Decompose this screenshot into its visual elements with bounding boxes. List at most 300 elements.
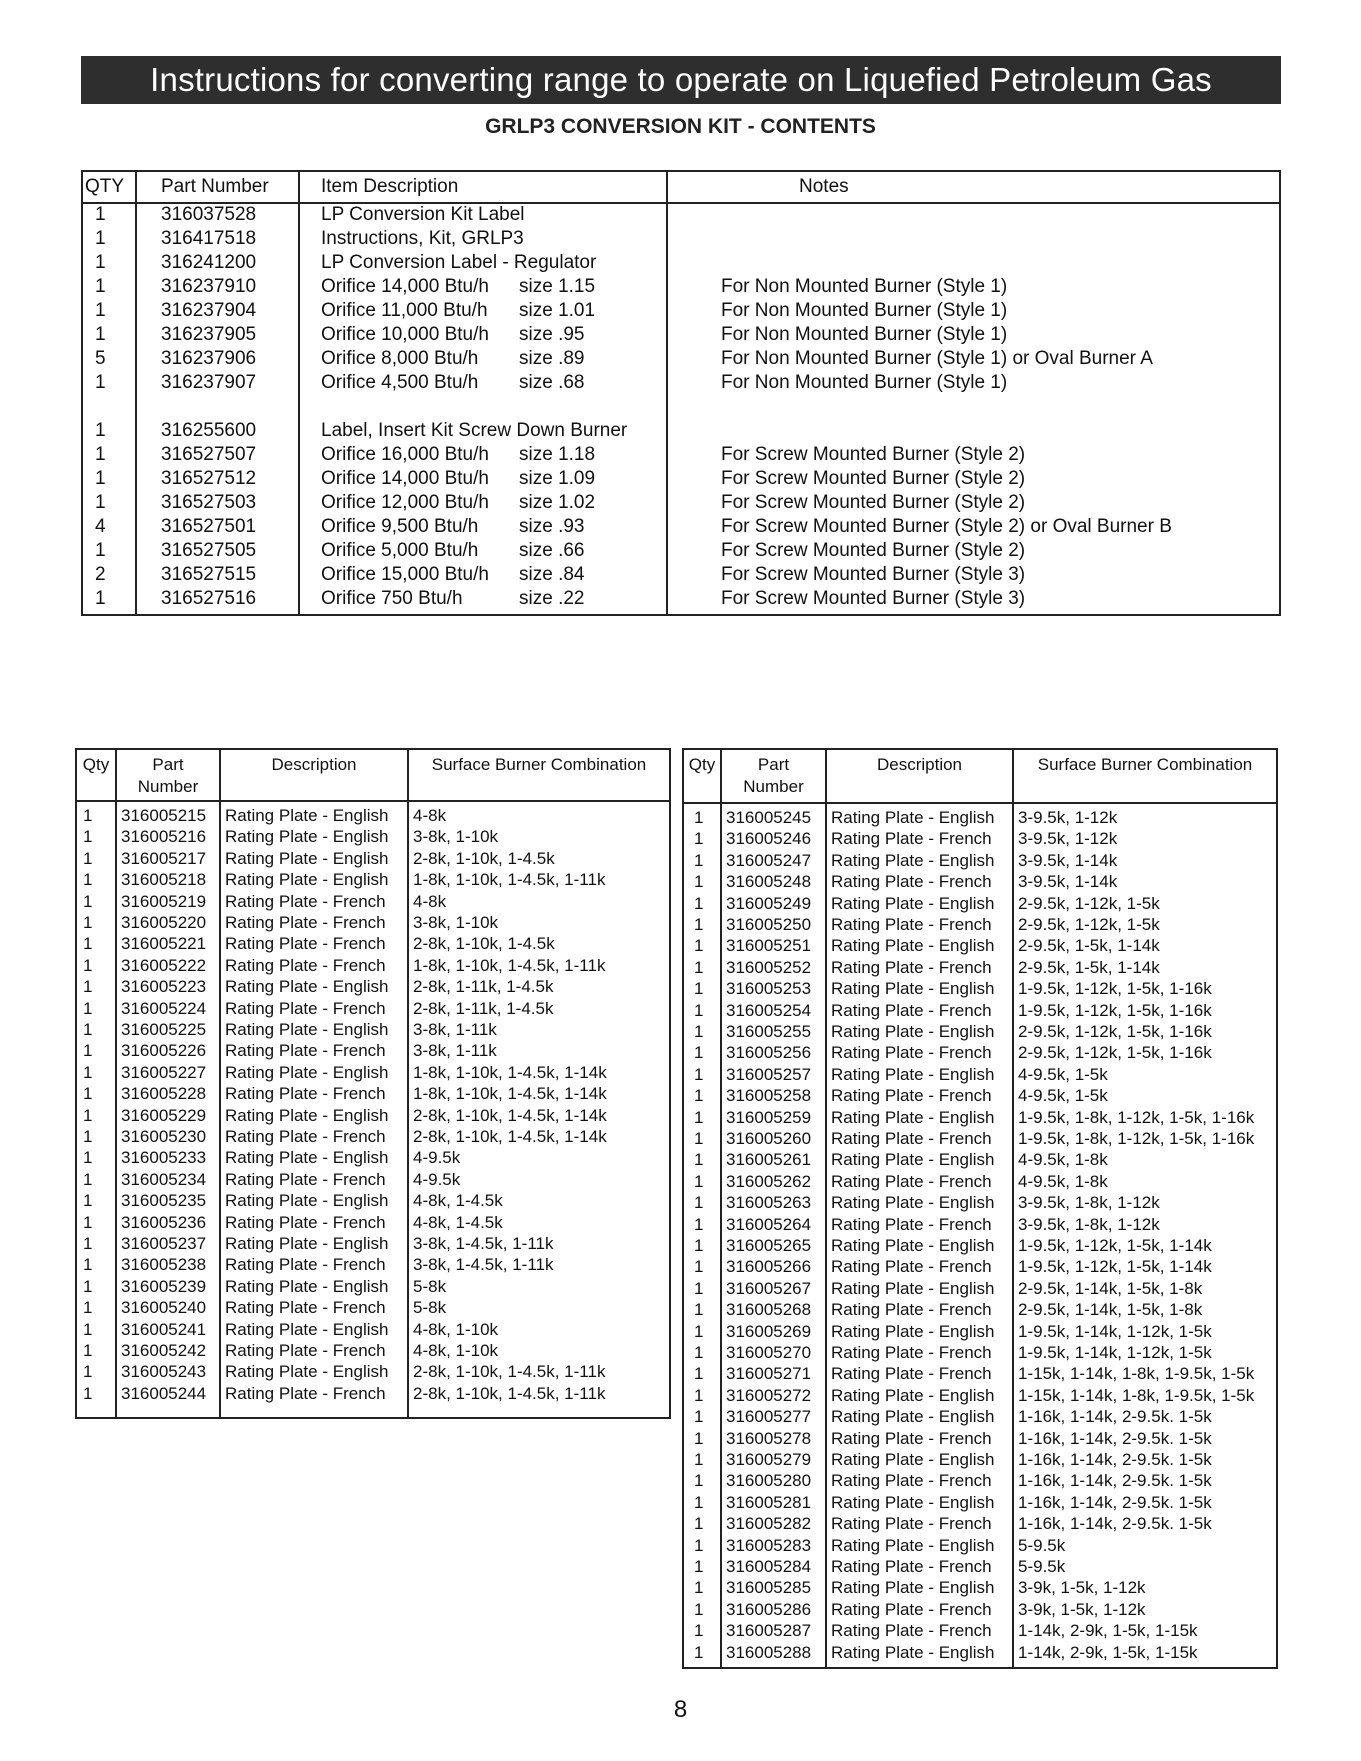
rp-qty: 1 xyxy=(83,1041,93,1061)
rp-description: Rating Plate - English xyxy=(831,1022,995,1041)
kit-orifice-size: size 1.02 xyxy=(519,492,596,513)
rp-part-number: 316005221 xyxy=(121,934,207,954)
rp-combination: 2-9.5k, 1-14k, 1-5k, 1-8k xyxy=(1018,1278,1203,1298)
rp-qty: 1 xyxy=(694,1321,704,1341)
rp-combination: 2-9.5k, 1-12k, 1-5k xyxy=(1018,915,1160,934)
rp-description: Rating Plate - French xyxy=(831,829,992,849)
kit-orifice-size: size 1.15 xyxy=(519,276,596,297)
rp-qty: 1 xyxy=(694,1214,704,1234)
kit-part-number: 316255600 xyxy=(161,420,257,441)
rp-combination: 1-16k, 1-14k, 2-9.5k. 1-5k xyxy=(1018,1492,1212,1512)
rp-part-number: 316005218 xyxy=(121,870,207,890)
kit-notes: For Screw Mounted Burner (Style 3) xyxy=(721,564,1026,585)
rp-part-number: 316005247 xyxy=(726,850,812,870)
rp-combination: 3-9.5k, 1-8k, 1-12k xyxy=(1018,1193,1160,1213)
rp-combination: 1-8k, 1-10k, 1-4.5k, 1-14k xyxy=(413,1062,607,1082)
rp-qty: 1 xyxy=(694,1557,704,1576)
kit-description: Orifice 9,500 Btu/h xyxy=(321,516,479,537)
kit-orifice-size: size .93 xyxy=(519,516,585,537)
kit-orifice-size: size .84 xyxy=(519,564,585,585)
rp-qty: 1 xyxy=(83,1276,93,1296)
rp-description: Rating Plate - French xyxy=(831,1514,992,1534)
kit-orifice-size: size .95 xyxy=(519,324,585,345)
rp-qty: 1 xyxy=(83,848,93,868)
rp-combination: 3-9k, 1-5k, 1-12k xyxy=(1018,1578,1146,1598)
rp-qty: 1 xyxy=(694,1471,704,1491)
rp-qty: 1 xyxy=(694,936,704,956)
rp-description: Rating Plate - English xyxy=(831,1193,995,1213)
rp-part-number: 316005266 xyxy=(726,1257,812,1277)
rp-description: Rating Plate - French xyxy=(831,1086,992,1106)
rp-part-number: 316005278 xyxy=(726,1428,812,1448)
kit-notes: For Screw Mounted Burner (Style 2) or Oval Burner B xyxy=(721,516,1172,537)
rp-combination: 1-16k, 1-14k, 2-9.5k. 1-5k xyxy=(1018,1514,1212,1534)
rp-description: Rating Plate - French xyxy=(225,1212,386,1232)
rp-description: Rating Plate - French xyxy=(225,1084,386,1104)
rp-qty: 1 xyxy=(694,1150,704,1170)
rp-qty: 1 xyxy=(83,1084,93,1104)
rp-combination: 5-9.5k xyxy=(1018,1535,1066,1555)
kit-description: Orifice 4,500 Btu/h xyxy=(321,372,479,393)
rp-qty: 1 xyxy=(694,1171,704,1191)
rp-description: Rating Plate - English xyxy=(225,1020,389,1039)
rp-combination: 4-8k xyxy=(413,806,447,825)
rp-qty: 1 xyxy=(694,1621,704,1641)
rp-part-number: 316005239 xyxy=(121,1276,207,1296)
rp-part-number: 316005245 xyxy=(726,808,812,827)
rp-combination: 1-16k, 1-14k, 2-9.5k. 1-5k xyxy=(1018,1450,1212,1469)
kit-qty: 4 xyxy=(95,516,106,537)
rp-qty: 1 xyxy=(83,806,93,825)
rp-part-number: 316005251 xyxy=(726,936,812,956)
rp-qty: 1 xyxy=(83,1127,93,1146)
rp-part-number: 316005262 xyxy=(726,1171,812,1191)
rp-description: Rating Plate - French xyxy=(225,1255,386,1275)
rp-combination: 2-9.5k, 1-5k, 1-14k xyxy=(1018,936,1160,956)
kit-description: Orifice 11,000 Btu/h xyxy=(321,300,488,321)
rp-description: Rating Plate - French xyxy=(831,1621,992,1641)
rp-part-number: 316005286 xyxy=(726,1599,812,1619)
rp-qty: 1 xyxy=(694,893,704,913)
rp-description: Rating Plate - English xyxy=(225,977,389,997)
kit-description: Orifice 14,000 Btu/h xyxy=(321,276,489,297)
kit-qty: 1 xyxy=(95,276,106,297)
kit-part-number: 316527501 xyxy=(161,516,257,537)
rp-part-number: 316005246 xyxy=(726,829,812,849)
rp-qty: 1 xyxy=(694,1514,704,1534)
rp-combination: 4-9.5k, 1-8k xyxy=(1018,1150,1108,1170)
rp-qty: 1 xyxy=(83,1319,93,1339)
rp-qty: 1 xyxy=(694,979,704,999)
rp-qty: 1 xyxy=(694,1343,704,1362)
rp-combination: 4-8k, 1-4.5k xyxy=(413,1191,503,1211)
rp-part-number: 316005280 xyxy=(726,1471,812,1491)
rp-combination: 4-8k, 1-10k xyxy=(413,1341,499,1360)
rp-part-number: 316005223 xyxy=(121,977,207,997)
rp-qty: 1 xyxy=(83,934,93,954)
rp-description: Rating Plate - French xyxy=(831,957,992,977)
rp-combination: 3-8k, 1-4.5k, 1-11k xyxy=(413,1234,554,1253)
rp-description: Rating Plate - French xyxy=(225,934,386,954)
rp-description: Rating Plate - French xyxy=(225,891,386,911)
rp-part-number: 316005234 xyxy=(121,1169,207,1189)
rp-combination: 1-9.5k, 1-12k, 1-5k, 1-16k xyxy=(1018,1000,1212,1020)
rp-combination: 3-9.5k, 1-12k xyxy=(1018,808,1118,827)
rp-part-number: 316005255 xyxy=(726,1022,812,1041)
rp-qty: 1 xyxy=(83,827,93,847)
rp-combination: 4-9.5k, 1-8k xyxy=(1018,1171,1108,1191)
rp-qty: 1 xyxy=(694,1086,704,1106)
rp-combination: 1-9.5k, 1-8k, 1-12k, 1-5k, 1-16k xyxy=(1018,1129,1255,1148)
kit-qty: 1 xyxy=(95,204,106,225)
rp-part-number: 316005284 xyxy=(726,1557,812,1576)
rp-description: Rating Plate - French xyxy=(831,1129,992,1148)
rp-part-number: 316005235 xyxy=(121,1191,207,1211)
header-part: Part xyxy=(757,755,790,774)
rp-combination: 4-9.5k xyxy=(413,1148,461,1168)
rp-description: Rating Plate - English xyxy=(831,979,995,999)
rp-combination: 2-9.5k, 1-5k, 1-14k xyxy=(1018,957,1160,977)
rp-combination: 3-8k, 1-4.5k, 1-11k xyxy=(413,1255,554,1275)
rp-qty: 1 xyxy=(83,1020,93,1039)
kit-description: Orifice 12,000 Btu/h xyxy=(321,492,489,513)
rp-part-number: 316005268 xyxy=(726,1300,812,1320)
rp-description: Rating Plate - English xyxy=(831,1492,995,1512)
rp-combination: 1-9.5k, 1-14k, 1-12k, 1-5k xyxy=(1018,1343,1212,1362)
kit-qty: 1 xyxy=(95,540,106,561)
rp-part-number: 316005253 xyxy=(726,979,812,999)
rp-combination: 4-9.5k, 1-5k xyxy=(1018,1086,1108,1106)
rp-combination: 3-9.5k, 1-14k xyxy=(1018,850,1118,870)
kit-notes: For Non Mounted Burner (Style 1) xyxy=(721,324,1008,345)
column-divider xyxy=(298,172,300,614)
rp-qty: 1 xyxy=(83,913,93,932)
rp-combination: 4-8k xyxy=(413,891,447,911)
rp-combination: 4-9.5k, 1-5k xyxy=(1018,1064,1108,1084)
rp-combination: 1-15k, 1-14k, 1-8k, 1-9.5k, 1-5k xyxy=(1018,1364,1255,1384)
rp-description: Rating Plate - French xyxy=(225,998,386,1018)
kit-contents-table xyxy=(81,170,1281,616)
kit-header-description: Item Description xyxy=(321,176,459,197)
rp-combination: 2-9.5k, 1-12k, 1-5k, 1-16k xyxy=(1018,1022,1212,1041)
kit-part-number: 316237907 xyxy=(161,372,257,393)
rp-part-number: 316005269 xyxy=(726,1321,812,1341)
rp-part-number: 316005259 xyxy=(726,1107,812,1127)
rp-part-number: 316005254 xyxy=(726,1000,812,1020)
rp-description: Rating Plate - English xyxy=(831,1407,995,1427)
rp-description: Rating Plate - French xyxy=(225,1298,386,1318)
rp-qty: 1 xyxy=(83,1298,93,1318)
rp-part-number: 316005261 xyxy=(726,1150,812,1170)
rp-qty: 1 xyxy=(83,891,93,911)
rp-part-number: 316005264 xyxy=(726,1214,812,1234)
rp-combination: 1-8k, 1-10k, 1-4.5k, 1-11k xyxy=(413,870,606,890)
header-part-number: Number xyxy=(137,777,199,796)
kit-notes: For Non Mounted Burner (Style 1) xyxy=(721,372,1008,393)
rp-part-number: 316005260 xyxy=(726,1129,812,1148)
rp-part-number: 316005285 xyxy=(726,1578,812,1598)
rp-qty: 1 xyxy=(694,1193,704,1213)
rp-description: Rating Plate - French xyxy=(225,1169,386,1189)
kit-part-number: 316237905 xyxy=(161,324,257,345)
kit-part-number: 316527503 xyxy=(161,492,257,513)
kit-description: Orifice 16,000 Btu/h xyxy=(321,444,489,465)
rating-plate-table-left xyxy=(75,748,671,1419)
header-qty: Qty xyxy=(82,755,110,774)
rp-part-number: 316005258 xyxy=(726,1086,812,1106)
rp-combination: 1-8k, 1-10k, 1-4.5k, 1-14k xyxy=(413,1084,607,1104)
rp-part-number: 316005272 xyxy=(726,1385,812,1405)
rp-part-number: 316005222 xyxy=(121,955,207,975)
rp-description: Rating Plate - English xyxy=(831,850,995,870)
rp-description: Rating Plate - English xyxy=(831,1278,995,1298)
rp-combination: 3-9.5k, 1-8k, 1-12k xyxy=(1018,1214,1160,1234)
kit-qty: 1 xyxy=(95,468,106,489)
rp-part-number: 316005271 xyxy=(726,1364,812,1384)
rp-qty: 1 xyxy=(694,1492,704,1512)
rp-description: Rating Plate - English xyxy=(225,1191,389,1211)
kit-description: Orifice 8,000 Btu/h xyxy=(321,348,479,369)
rp-part-number: 316005242 xyxy=(121,1341,207,1360)
rp-part-number: 316005220 xyxy=(121,913,207,932)
rp-qty: 1 xyxy=(694,1642,704,1662)
rp-combination: 3-9.5k, 1-12k xyxy=(1018,829,1118,849)
rp-qty: 1 xyxy=(694,1428,704,1448)
rp-qty: 1 xyxy=(83,1255,93,1275)
rp-part-number: 316005238 xyxy=(121,1255,207,1275)
rp-combination: 2-8k, 1-10k, 1-4.5k, 1-14k xyxy=(413,1127,607,1146)
rp-description: Rating Plate - English xyxy=(225,806,389,825)
rp-part-number: 316005282 xyxy=(726,1514,812,1534)
rp-description: Rating Plate - English xyxy=(831,1321,995,1341)
column-divider xyxy=(825,750,827,1667)
rp-qty: 1 xyxy=(83,1148,93,1168)
rp-qty: 1 xyxy=(694,1236,704,1255)
rp-qty: 1 xyxy=(83,998,93,1018)
kit-header-qty: QTY xyxy=(85,176,125,197)
rp-combination: 5-8k xyxy=(413,1298,447,1318)
rp-combination: 2-8k, 1-10k, 1-4.5k xyxy=(413,848,555,868)
rp-part-number: 316005227 xyxy=(121,1062,207,1082)
rp-combination: 2-9.5k, 1-12k, 1-5k xyxy=(1018,893,1160,913)
kit-part-number: 316241200 xyxy=(161,252,257,273)
rp-description: Rating Plate - English xyxy=(225,1062,389,1082)
rp-part-number: 316005249 xyxy=(726,893,812,913)
rp-description: Rating Plate - French xyxy=(831,1171,992,1191)
kit-qty: 1 xyxy=(95,588,106,609)
header-divider xyxy=(77,800,669,802)
rp-qty: 1 xyxy=(694,1364,704,1384)
rp-qty: 1 xyxy=(694,1278,704,1298)
rp-description: Rating Plate - English xyxy=(831,1236,995,1255)
rp-description: Rating Plate - French xyxy=(831,1471,992,1491)
kit-description: Orifice 750 Btu/h xyxy=(321,588,463,609)
kit-notes: For Non Mounted Burner (Style 1) or Oval Burner A xyxy=(721,348,1153,369)
rp-qty: 1 xyxy=(694,1107,704,1127)
rp-description: Rating Plate - English xyxy=(831,1150,995,1170)
rp-description: Rating Plate - French xyxy=(831,1557,992,1576)
rp-part-number: 316005224 xyxy=(121,998,207,1018)
rp-description: Rating Plate - English xyxy=(831,893,995,913)
rp-part-number: 316005287 xyxy=(726,1621,812,1641)
page-banner: Instructions for converting range to operate on Liquefied Petroleum Gas xyxy=(81,56,1281,104)
rp-qty: 1 xyxy=(83,1169,93,1189)
rp-description: Rating Plate - English xyxy=(831,936,995,956)
kit-description: LP Conversion Label - Regulator xyxy=(321,252,597,273)
rp-description: Rating Plate - English xyxy=(225,1148,389,1168)
rp-qty: 1 xyxy=(694,1599,704,1619)
rp-part-number: 316005283 xyxy=(726,1535,812,1555)
rp-qty: 1 xyxy=(694,829,704,849)
rp-qty: 1 xyxy=(83,1105,93,1125)
rp-qty: 1 xyxy=(694,1257,704,1277)
rp-description: Rating Plate - English xyxy=(831,1578,995,1598)
kit-notes: For Screw Mounted Burner (Style 2) xyxy=(721,444,1026,465)
kit-qty: 1 xyxy=(95,372,106,393)
rp-qty: 1 xyxy=(83,977,93,997)
rp-qty: 1 xyxy=(694,850,704,870)
rating-plate-table-right xyxy=(682,748,1278,1669)
rp-combination: 1-9.5k, 1-12k, 1-5k, 1-14k xyxy=(1018,1257,1212,1277)
rp-description: Rating Plate - French xyxy=(225,1041,386,1061)
rp-description: Rating Plate - English xyxy=(225,870,389,890)
rp-qty: 1 xyxy=(694,808,704,827)
header-qty: Qty xyxy=(688,755,716,774)
rp-combination: 4-8k, 1-4.5k xyxy=(413,1212,503,1232)
rp-combination: 2-8k, 1-11k, 1-4.5k xyxy=(413,998,554,1018)
kit-qty: 1 xyxy=(95,228,106,249)
rp-description: Rating Plate - English xyxy=(225,1362,389,1382)
rp-combination: 3-9.5k, 1-14k xyxy=(1018,872,1118,892)
rp-combination: 1-14k, 2-9k, 1-5k, 1-15k xyxy=(1018,1621,1198,1641)
rp-part-number: 316005277 xyxy=(726,1407,812,1427)
rp-combination: 2-9.5k, 1-14k, 1-5k, 1-8k xyxy=(1018,1300,1203,1320)
rp-qty: 1 xyxy=(83,1383,93,1403)
rp-part-number: 316005237 xyxy=(121,1234,207,1253)
rp-qty: 1 xyxy=(83,1341,93,1360)
rp-combination: 3-9k, 1-5k, 1-12k xyxy=(1018,1599,1146,1619)
rp-qty: 1 xyxy=(694,957,704,977)
rp-description: Rating Plate - English xyxy=(831,808,995,827)
kit-notes: For Screw Mounted Burner (Style 2) xyxy=(721,492,1026,513)
rp-combination: 2-8k, 1-10k, 1-4.5k, 1-11k xyxy=(413,1362,606,1382)
header-description: Description xyxy=(271,755,357,774)
kit-orifice-size: size .89 xyxy=(519,348,585,369)
rp-combination: 3-8k, 1-11k xyxy=(413,1041,497,1061)
kit-part-number: 316237910 xyxy=(161,276,257,297)
rp-description: Rating Plate - English xyxy=(831,1450,995,1469)
rp-description: Rating Plate - English xyxy=(225,827,389,847)
rp-combination: 1-8k, 1-10k, 1-4.5k, 1-11k xyxy=(413,955,606,975)
rp-combination: 1-9.5k, 1-8k, 1-12k, 1-5k, 1-16k xyxy=(1018,1107,1255,1127)
header-part-number: Number xyxy=(743,777,804,796)
column-divider xyxy=(720,750,722,1667)
rp-description: Rating Plate - French xyxy=(831,1300,992,1320)
rp-qty: 1 xyxy=(83,1234,93,1253)
column-divider xyxy=(135,172,137,614)
kit-part-number: 316527507 xyxy=(161,444,257,465)
rp-qty: 1 xyxy=(694,1300,704,1320)
kit-description: Label, Insert Kit Screw Down Burner xyxy=(321,420,628,441)
kit-description: Orifice 10,000 Btu/h xyxy=(321,324,489,345)
rp-qty: 1 xyxy=(694,1043,704,1063)
rp-combination: 1-14k, 2-9k, 1-5k, 1-15k xyxy=(1018,1642,1198,1662)
rp-combination: 1-16k, 1-14k, 2-9.5k. 1-5k xyxy=(1018,1471,1212,1491)
rp-combination: 2-8k, 1-10k, 1-4.5k, 1-11k xyxy=(413,1383,606,1403)
kit-qty: 1 xyxy=(95,300,106,321)
rp-combination: 2-9.5k, 1-12k, 1-5k, 1-16k xyxy=(1018,1043,1212,1063)
header-combination: Surface Burner Combination xyxy=(431,755,647,774)
rp-qty: 1 xyxy=(694,1064,704,1084)
kit-orifice-size: size 1.18 xyxy=(519,444,596,465)
page-number: 8 xyxy=(673,1696,688,1723)
header-part: Part xyxy=(152,755,184,774)
rp-description: Rating Plate - French xyxy=(225,955,386,975)
rp-part-number: 316005229 xyxy=(121,1105,207,1125)
kit-part-number: 316527505 xyxy=(161,540,257,561)
rp-part-number: 316005217 xyxy=(121,848,207,868)
kit-header-notes: Notes xyxy=(799,176,849,197)
rp-part-number: 316005252 xyxy=(726,957,812,977)
kit-notes: For Screw Mounted Burner (Style 2) xyxy=(721,468,1026,489)
header-description: Description xyxy=(876,755,963,774)
kit-part-number: 316527515 xyxy=(161,564,257,585)
rp-description: Rating Plate - English xyxy=(225,848,389,868)
kit-orifice-size: size 1.01 xyxy=(519,300,596,321)
rp-part-number: 316005241 xyxy=(121,1319,207,1339)
rp-combination: 1-16k, 1-14k, 2-9.5k. 1-5k xyxy=(1018,1428,1212,1448)
column-divider xyxy=(219,750,221,1417)
rp-qty: 1 xyxy=(694,1385,704,1405)
rp-part-number: 316005263 xyxy=(726,1193,812,1213)
rp-combination: 2-8k, 1-10k, 1-4.5k, 1-14k xyxy=(413,1105,607,1125)
header-combination: Surface Burner Combination xyxy=(1037,755,1253,774)
rp-description: Rating Plate - English xyxy=(831,1385,995,1405)
rp-part-number: 316005270 xyxy=(726,1343,812,1362)
column-divider xyxy=(666,172,668,614)
rp-qty: 1 xyxy=(694,872,704,892)
kit-description: Orifice 14,000 Btu/h xyxy=(321,468,489,489)
rp-description: Rating Plate - French xyxy=(831,1364,992,1384)
rp-description: Rating Plate - French xyxy=(831,1043,992,1063)
rp-part-number: 316005281 xyxy=(726,1492,812,1512)
page-title: GRLP3 CONVERSION KIT - CONTENTS xyxy=(485,115,876,138)
rp-description: Rating Plate - French xyxy=(831,1428,992,1448)
rp-description: Rating Plate - French xyxy=(225,1383,386,1403)
rp-part-number: 316005233 xyxy=(121,1148,207,1168)
rp-description: Rating Plate - French xyxy=(831,1000,992,1020)
rp-description: Rating Plate - English xyxy=(831,1535,995,1555)
rp-combination: 3-8k, 1-11k xyxy=(413,1020,497,1039)
rp-combination: 5-9.5k xyxy=(1018,1557,1066,1576)
kit-part-number: 316237906 xyxy=(161,348,257,369)
rp-qty: 1 xyxy=(83,1212,93,1232)
rp-combination: 1-9.5k, 1-14k, 1-12k, 1-5k xyxy=(1018,1321,1212,1341)
kit-orifice-size: size .66 xyxy=(519,540,585,561)
rp-qty: 1 xyxy=(694,1022,704,1041)
rp-description: Rating Plate - French xyxy=(225,913,386,932)
kit-part-number: 316527512 xyxy=(161,468,257,489)
rp-part-number: 316005240 xyxy=(121,1298,207,1318)
rp-description: Rating Plate - English xyxy=(831,1107,995,1127)
column-divider xyxy=(1012,750,1014,1667)
rp-qty: 1 xyxy=(694,1000,704,1020)
kit-part-number: 316037528 xyxy=(161,204,257,225)
kit-notes: For Non Mounted Burner (Style 1) xyxy=(721,276,1008,297)
rp-part-number: 316005230 xyxy=(121,1127,207,1146)
kit-qty: 1 xyxy=(95,252,106,273)
rp-qty: 1 xyxy=(694,915,704,934)
